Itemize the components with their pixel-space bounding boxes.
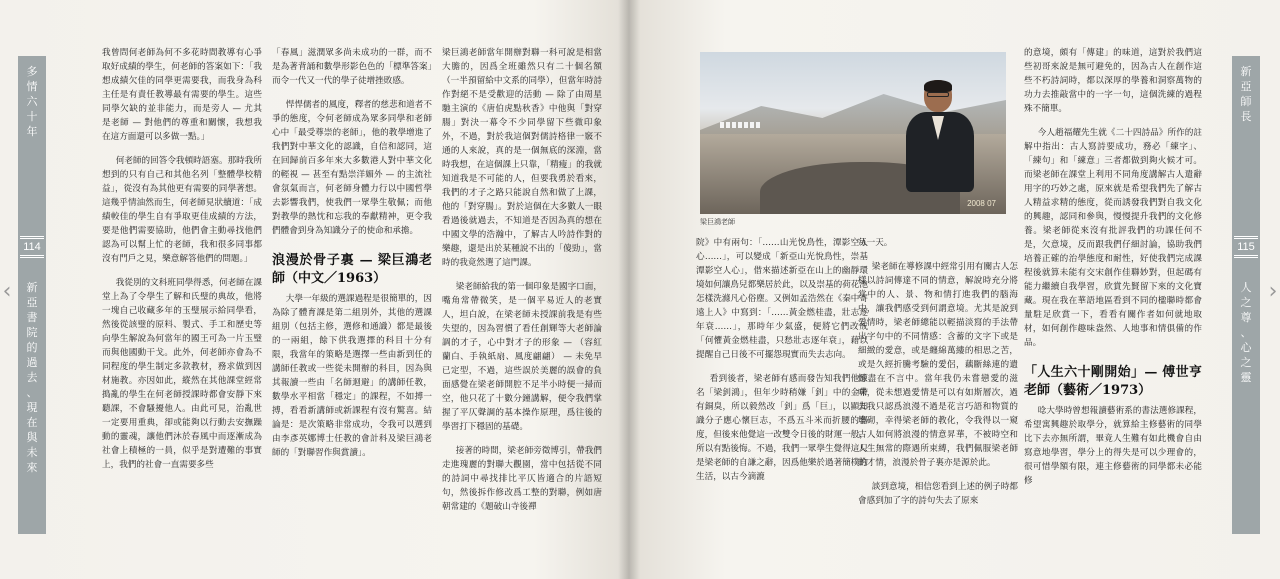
photo-date-stamp: 2008 07 (967, 199, 996, 208)
section-heading: 浪漫於骨子裏 — 梁巨鴻老師（中文／1963） (272, 253, 432, 286)
paragraph: 院》中有兩句：「……山光悅鳥性，潭影空人心……」，可以變成「新亞山光悅鳥性，崇基潭影空人心」，借來描述新亞在山上的幽靜環境如何讓鳥兒都樂居於此，以及崇基的荷花池怎樣洗滌凡心俗塵。又例如孟浩然在《秦中寄遠上人》中寫到：「……黃金燃桂盡，壯志逐年衰……」，那時年少氣盛，便將它們改成「何懼黃金燃桂盡，只愁壯志逐年衰」，藉以提醒自己日後不可擺怨現實而失去志向。 (696, 238, 868, 360)
right-column-2 (858, 236, 1018, 518)
right-side-strip (1232, 56, 1260, 534)
right-column-1 (696, 236, 868, 494)
strip-glyph: 未 (26, 446, 38, 459)
strip-glyph: 書 (26, 311, 38, 324)
paragraph: 看到後者，梁老師有感而發告知我們他原名「梁釗鴻」，但年少時稍嫌「釗」中的金帶有銅臭，所以毅然改「釗」爲「巨」，以顯知識分子應心懷巨志，不爲五斗米而折腰的器度，但後來他覺這一改雙令日後的財運一般，所以有點後悔。不過，我們一眾學生覺得這只是梁老師的自謙之辭，因爲他樂於過著簡樸的生活，以古今滴漉 (696, 374, 868, 482)
right-strip-title (1232, 64, 1260, 124)
strip-glyph: 、 (26, 386, 38, 399)
right-strip-chapter (1232, 280, 1260, 385)
paragraph: 的意境，頗有「傳建」的味道，這對於我們這些初哥來說是無可避免的，因為古人在創作這些不朽詩詞時，都以深厚的學養和洞察萬物的功力去推敲當中的一字一句，這個洗練的過程殊不簡單。 (1024, 48, 1202, 114)
strip-glyph: 尊 (1240, 311, 1252, 324)
left-column-3 (442, 46, 602, 524)
photo-caption: 梁巨鴻老師 (700, 218, 735, 226)
strip-glyph: 年 (26, 125, 38, 138)
paragraph: 梁巨鴻老師當年開辦對聯一科可說是相當大膽的，因爲全班雖然只有二十個名額（一半預留給中文系的同學），但當年時詩作對絕不是受歡迎的活動 — 除了由周星馳主演的《唐伯虎點秋香》中他與「對穿腸」對決一幕令不少同學留下些微印象外，不過，對於我這個對儒詩格律一竅不通的人來說，真的是一個無底的深淵，當時我想，在這個課上只靠，「精瘦」的我就知道我是不可能的人，但要我勇於看來，我們的才子之路只能說自然和做了上課，他的「對穿腸」。對於這個在大多數人一眼看過後就過去，不知道是否因為真的想在中國文學的浩瀚中，了解古人吟詩作對的樂趣，還是出於某種說不出的「傻勁」，當時的我竟然選了這門課。 (442, 48, 602, 268)
paragraph: 唸大學時曾想報讀藝術系的書法選修課程，希望寓興趣於取學分，就算給主修藝術的同學比下去亦無所謂，畢竟人生難有如此機會自由寫意地學習，學分上的得失是可以少理會的，很可惜學額有限，連主修藝術的同學都未必能修 (1024, 406, 1202, 486)
paragraph: 「春風」滋潤眾多尚未成功的一群，而不是為著背誦和數學形影色色的「標準答案」而令一代又一代的學子徒增挫敗感。 (272, 48, 432, 86)
paragraph: 今人趙福耀先生就《二十四詩品》所作的註解中指出：古人寫詩要成功，務必「練字」、「練句」和「練意」三者都做到夠火候才可。而梁老師在課堂上利用不同角度講解古人遣辭用字的巧妙之處，原來就是希望我們先了解古人精益求精的態度，從而誘發我們對自我文化的興趣，認同和參與，慢慢提升我們的文化修養。梁老師從來沒有批評我們的功課任何不是，欠意境，反而跟我們仔細討論，協助我們培養正確的治學態度和耐性，好使我們完成課程後就算未能有交宋創作佳聯妙對，但起碼有能力繼續自我學習，欣賞先賢留下來的文化寶藏。現在我在華語地區看到不同的楹聯時都會量駐足欣賞一下，看看有關作者如何就地取材，如何創作趣味盎然、人地事和情俱備的作品。 (1024, 128, 1202, 348)
strip-glyph: 之 (1240, 296, 1252, 309)
next-page-arrow-icon[interactable]: › (1268, 279, 1278, 304)
teacher-photo (700, 52, 1006, 214)
paragraph: 談到意境，相信您看到上述的例子時都會感到加了字的詩句失去了原來 (858, 482, 1018, 506)
paragraph: 悍悍儒者的風度，釋者的慈悲和道者不爭的態度，令何老師成為眾多同學和老師心中「最受尊崇的老師」，他的教學增進了我們對中華文化的認識，自信和認同，這在回歸前百多年來大多數港人對中華文化的輕視 — 甚至有點崇洋媚外 — 的主流社會氛氣而言，何老師身體力行以中國哲學去影響我們，使我們一眾學生敬佩；而他對教學的熱忱和忘我的奉獻精神，更令我們體會到身為知識分子的使命和承擔。 (272, 100, 432, 236)
right-column-3 (1024, 46, 1202, 498)
strip-glyph: 之 (1240, 356, 1252, 369)
left-strip-chapter (18, 280, 46, 475)
prev-page-arrow-icon[interactable]: ‹ (2, 279, 12, 304)
strip-glyph: 多 (26, 65, 38, 78)
book-gutter (618, 0, 640, 579)
strip-glyph: 亞 (26, 296, 38, 309)
strip-glyph: 去 (26, 371, 38, 384)
strip-glyph: 在 (26, 416, 38, 429)
strip-glyph: 六 (26, 95, 38, 108)
strip-glyph: 人 (1240, 281, 1252, 294)
paragraph: 何老師的回答令我頓時語塞。那時我所想到的只有自己和其他名列「整體學校精益」，從沒有為其他更有需要的同學著想。這幾乎情油然而生，何老師見狀續道：「成績較佳的學生自有爭取更佳成績的方法，要是他們需要協助，他們會主動尋找他們認為可以幫上忙的老師，我和很多同事都沒有門戶之見，樂意解答他們的問題。」 (102, 156, 262, 264)
left-page (0, 0, 628, 579)
left-column-2 (272, 46, 432, 470)
right-page-number: 115 (1234, 236, 1258, 258)
paragraph: 梁老師給我的第一個印象是國字口面，嘴角常帶微笑，是一個平易近人的老實人，坦白說，在梁老師未授課前我是有些失望的，因為習慣了看任創輝等大老師論調的才子，心中對才子的形象 — （容紅蘭白、手執紙扇、風度翩翩） — 未免早已定型，不過，這些誤於美麗的誤會的負面感覺在梁老師開腔不足半小時便一掃而空，他只花了十數分鐘講解，便令我們掌握了平仄聲調的基本操作原理，爲往後的學習打下穩固的基礎。 (442, 282, 602, 432)
paragraph: 接著的時間，梁老師旁徵博引，帶我們走進瑰麗的對聯大觀園，當中包括從不同的詩詞中尋找排比平仄皆適合的片語短句，然後拆作修改爲工整的對聯，例如唐朝常建的《題破山寺後禪 (442, 446, 602, 512)
tents-shape (720, 122, 760, 128)
strip-glyph: 靈 (1240, 371, 1252, 384)
left-page-number: 114 (20, 236, 44, 258)
paragraph: 梁老師在導修課中經常引用有關古人怎樣以詩詞傳達不同的情意，解說時充分將當中的人、景、物和情打進我們的腦海中，讓我們感受到何謂意境。尤其是說到愛情時，梁老師總能以輕描淡寫的手法帶出字句中的不同情感：含蓄的文字下或是細緻的愛意，或是纏綿萬縷的相思之苦，或是久經折騰考驗的愛侶，藕斷絲連的遺憾盡在不言中。當年我仍未嘗戀愛的滋味，從未想過愛情是可以有如斯層次，過去我只認爲浪漫不過是花言巧語和物質的堆砌，幸得梁老師的教化，令我得以一窺古人如何將浪漫的情意昇華，不被時空和人生無常的際遇所束縛，我們佩服梁老師的才情，浪漫於骨子裏亦是源於此。 (858, 262, 1018, 468)
strip-glyph: 心 (1240, 341, 1252, 354)
left-side-strip (18, 56, 46, 534)
strip-glyph: 來 (26, 461, 38, 474)
strip-glyph: 的 (26, 341, 38, 354)
strip-glyph: 新 (26, 281, 38, 294)
strip-glyph: 長 (1240, 110, 1252, 123)
person-glasses (927, 92, 949, 97)
left-strip-title (18, 64, 46, 139)
paragraph: 大學一年級的選課過程是很簡單的，因為除了體育課是第二組別外，其他的選課組別（包括主修，選修和通識）都是最後的一兩組，餘下供我選擇的科目十分有限，我當年的策略是選擇一些由新到任的講師任教或一些從未開辦的科目，因為與其報讀一些由「名師迴避」的講師任教，數學水平相當「穩定」的課程，不如搏一搏，看看新講師或新課程有沒有驚喜。結論是：是次策略非常成功，令我可以選到由李彥英娜博士任教的會計科及梁巨鴻老師的「對聯習作與賞讀」。 (272, 294, 432, 458)
strip-glyph: 過 (26, 356, 38, 369)
strip-glyph: 、 (1240, 326, 1252, 339)
strip-glyph: 現 (26, 401, 38, 414)
paragraph: 我從別的文科班同學得悉，何老師在課堂上為了令學生了解和氏璧的典故，他將一塊自己收藏多年的玉璧展示給同學看，然後從該璧的原料、製式、手工和歷史等向學生解說為何當年的國王可為一片玉璧而與他國動干戈。此外，何老師亦會為不同程度的學生制定多款教材，務求做到因材施教。亦因如此，縱然在其他課堂經常搗亂的學生在何老師授課時都會安靜下來聽課，不會騷擾他人。由此可見，治亂世一定要用重典，卻或能夠以行動去安撫躁動的靈魂，讓他們沐於春風中而逐漸成為社會上積極的一員，似乎是對遭難的事實上，我們的社會一直需要多些 (102, 278, 262, 470)
person-figure (900, 80, 980, 214)
strip-glyph: 情 (26, 80, 38, 93)
paragraph: 我曾問何老師為何不多花時間教導有心爭取好成績的學生，何老師的答案如下：「我想成績欠佳的同學更需要我，而我身為科主任是有責任教導最有需要的學生。這些同學欠缺的並非能力，而是旁人 — 尤其是老師 — 對他們的尊重和關懷，我想我在這方面還可以多做一點。」 (102, 48, 262, 142)
strip-glyph: 亞 (1240, 80, 1252, 93)
strip-glyph: 與 (26, 431, 38, 444)
paragraph: 每一天。 (858, 238, 893, 248)
strip-glyph: 師 (1240, 95, 1252, 108)
left-column-1 (102, 46, 262, 482)
strip-glyph: 院 (26, 326, 38, 339)
person-hair (924, 80, 952, 92)
strip-glyph: 十 (26, 110, 38, 123)
section-heading: 「人生六十剛開始」— 傅世亨老師（藝術／1973） (1024, 365, 1202, 398)
strip-glyph: 新 (1240, 65, 1252, 78)
